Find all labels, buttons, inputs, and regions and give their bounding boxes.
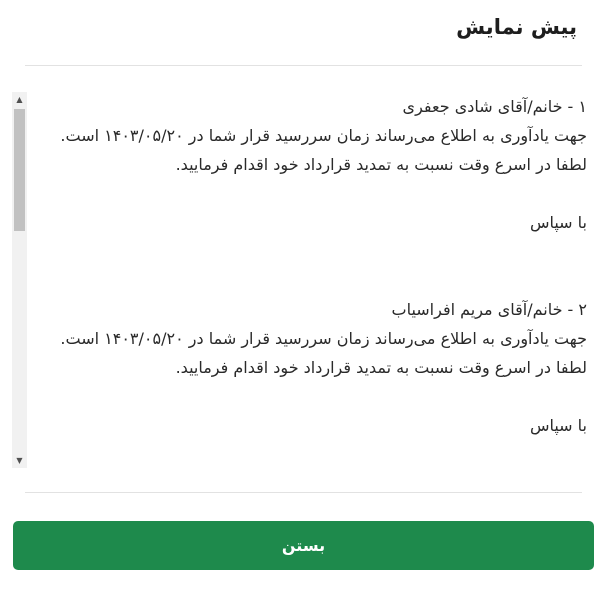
message-header: ۲ - خانم/آقای مریم افراسیاب xyxy=(391,300,587,319)
header-divider xyxy=(25,65,582,66)
close-button[interactable]: بستن xyxy=(13,521,594,570)
message-body-line: جهت یادآوری به اطلاع می‌رساند زمان سررسید قرار شما در ۱۴۰۳/۰۵/۲۰ است. xyxy=(60,126,587,145)
message-body-line: لطفا در اسرع وقت نسبت به تمدید قرارداد خود اقدام فرمایید. xyxy=(175,358,587,377)
message-body-line: لطفا در اسرع وقت نسبت به تمدید قرارداد خود اقدام فرمایید. xyxy=(175,155,587,174)
message-list xyxy=(36,92,587,468)
scroll-up-icon[interactable]: ▲ xyxy=(16,95,23,104)
message-header: ۱ - خانم/آقای شادی جعفری xyxy=(402,97,587,116)
footer-divider xyxy=(25,492,582,493)
message-closing: با سپاس xyxy=(529,416,587,435)
scroll-down-icon[interactable]: ▼ xyxy=(16,456,23,465)
message-closing: با سپاس xyxy=(529,213,587,232)
vertical-scrollbar[interactable] xyxy=(12,92,27,468)
message-body-line: جهت یادآوری به اطلاع می‌رساند زمان سررسید قرار شما در ۱۴۰۳/۰۵/۲۰ است. xyxy=(60,329,587,348)
dialog-title: پیش نمایش xyxy=(456,15,577,39)
message-spacer xyxy=(36,382,587,411)
preview-scroll-area[interactable] xyxy=(12,92,587,468)
message-item xyxy=(36,295,587,440)
message-item xyxy=(36,92,587,237)
scrollbar-thumb[interactable] xyxy=(14,109,25,231)
message-spacer xyxy=(36,179,587,208)
